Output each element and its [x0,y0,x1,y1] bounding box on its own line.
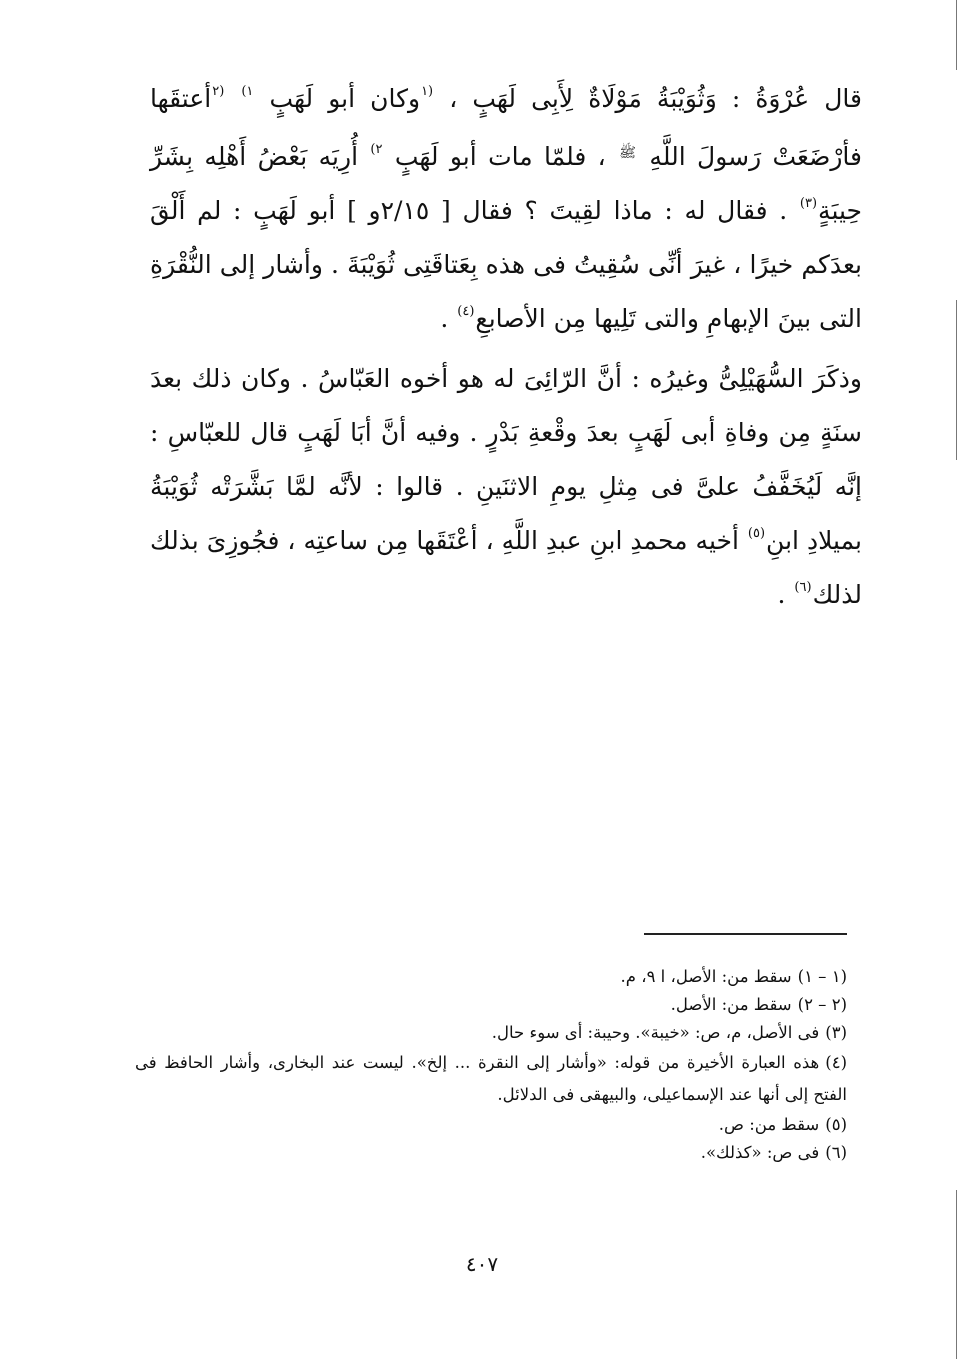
footnote-marker-1-open: (١ [421,84,434,99]
text-span: أخيه محمدِ ابنِ عبدِ اللَّهِ ، أعْتَقَها مِن ساعتِه ، فجُوزِىَ بذلك لذلك [150,526,862,609]
footnote-text: سقط من: ص. [718,1115,820,1134]
footnote-marker-2-close: ٢) [370,142,383,157]
footnote-text: فى الأصل، م، ص: «خيبة». وحيبة: أى سوء حال. [491,1023,820,1042]
footnote-marker-1-close: ١) [241,84,254,99]
footnote-marker-6: (٦) [794,580,812,595]
text-span: أُرِيَه بَعْضُ أَهْلِه بِشَرِّ حِيبَةٍ [150,142,862,225]
footnote-marker-2-open: (٢ [212,84,225,99]
page-number: ٤٠٧ [465,1252,499,1276]
paragraph-1 [150,72,862,346]
paragraph-2 [150,352,862,622]
footnote-text: سقط من: الأصل، ا ٩، م. [620,967,792,986]
main-text [150,72,862,622]
footnote-number: (٦) [825,1143,847,1162]
footnote-text: سقط من: الأصل. [670,995,792,1014]
scan-edge-line [956,300,957,460]
footnote-item [135,1111,847,1139]
footnote-number: (٢ – ٢) [797,995,847,1014]
footnote-marker-4: (٤) [457,304,475,319]
footnote-marker-5: (٥) [747,526,766,541]
scan-edge-line [956,1190,957,1359]
text-span: . [777,580,794,609]
footnote-number: (١ – ١) [797,967,847,986]
footnote-item [135,963,847,991]
footnote-text: فى ص: «كذلك». [700,1143,820,1162]
footnote-text: هذه العبارة الأخيرة من قوله: «وأشار إلى النقرة ... إلخ». ليست عند البخارى، وأشار الحافظ فى الفتح إلى أنها عند الإسماعيلى، والبيهقى فى الدلائل. [135,1053,847,1104]
text-span: قال عُرْوَةُ : وَثُوَيْبَةُ مَوْلَاةٌ لِأَبِى لَهَبٍ ، [434,84,862,113]
footnote-separator [644,933,847,935]
text-span [225,84,240,113]
salawat-symbol: ﷺ [619,145,637,161]
footnote-number: (٤) [825,1053,847,1072]
footnotes [135,963,847,1167]
footnote-item [135,1047,847,1111]
footnote-marker-3: (٣) [799,196,818,211]
text-span: . فقال له : ماذا لقِيتَ ؟ فقال [ ٢/١٥و ] أبو لَهَبٍ : لم أَلْقَ بعدَكم خيرًا ، غيرَ أنِّى سُقِيتُ فى هذه بِعَتاقَتِى ثُوَيْبَةَ . وأشار إلى النُّقْرَةِ التى بينَ الإبهامِ والتى تَلِيها مِن الأصابعِ [150,196,862,333]
scan-edge-line [956,0,957,70]
text-span: أعتقَها فأرْضَعَتْ رَسولَ اللَّهِ [150,84,862,171]
footnote-item [135,991,847,1019]
text-span: وذكَرَ السُّهَيْلِىُّ وغيرُه : أنَّ الرّائِىَ له هو أخوه العَبّاسُ . وكان ذلك بعدَ سنَةٍ مِن وفاةِ أبى لَهَبٍ بعدَ وقْعةِ بَدْرٍ . وفيه أنَّ أبَا لَهَبٍ قال للعبّاسِ : إنَّه لَيُخَفَّفُ علىَّ فى مِثلِ يومِ الاثنَينِ . قالوا : لأنَّه لمَّا بَشَّرَتْه ثُوَيْبَةُ بميلادِ ابنِ [150,364,862,555]
text-span: وكان أبو لَهَبٍ [254,84,421,113]
text-span: . [440,304,457,333]
footnote-number: (٣) [825,1023,847,1042]
footnote-item [135,1139,847,1167]
text-span: ، فلمّا مات أبو لَهَبٍ [383,142,618,171]
footnote-number: (٥) [825,1115,847,1134]
footnote-item [135,1019,847,1047]
